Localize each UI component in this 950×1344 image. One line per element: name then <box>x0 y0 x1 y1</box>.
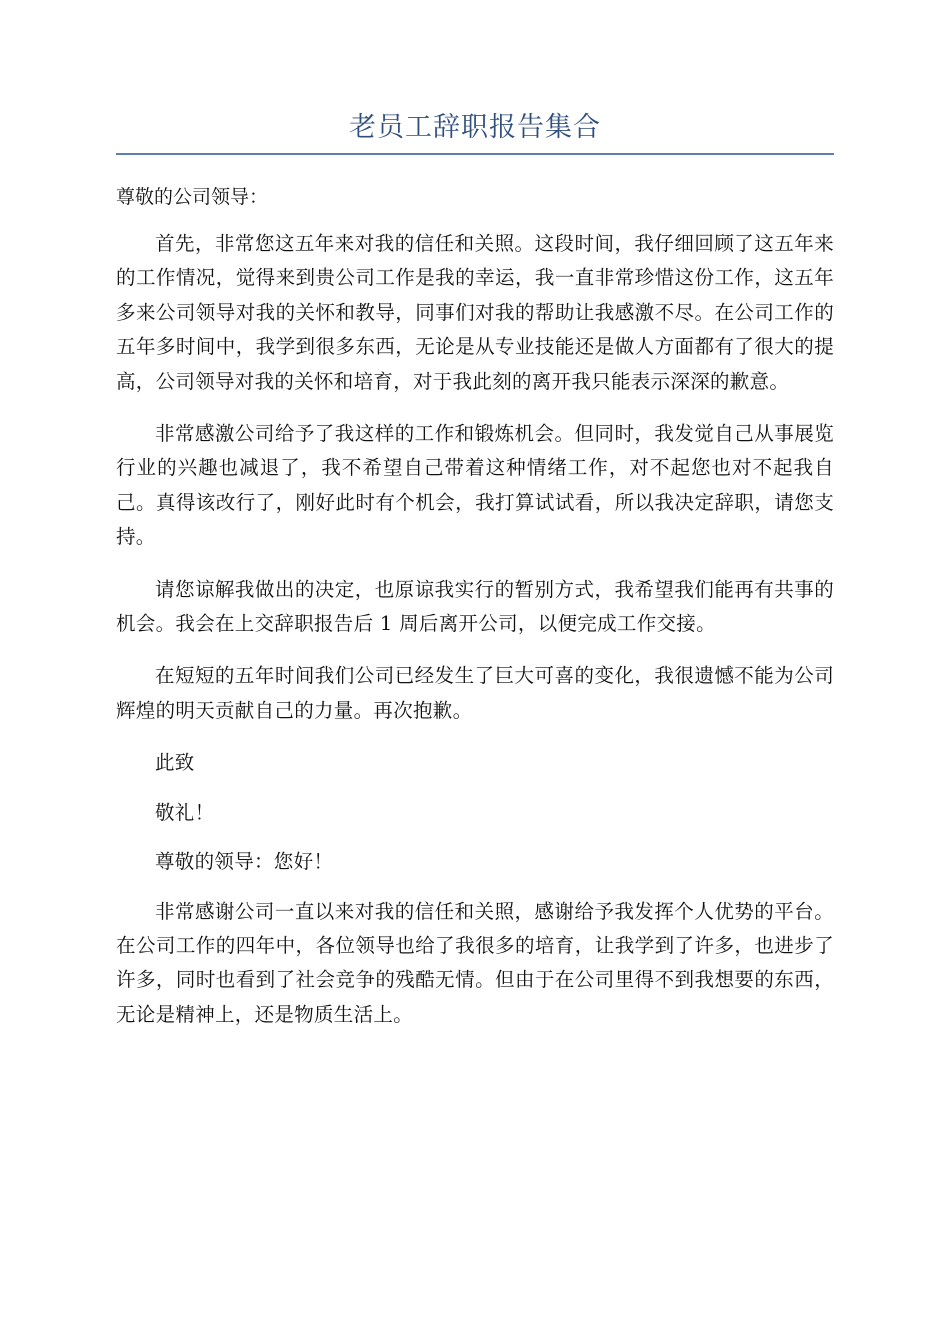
title-underline <box>116 153 834 155</box>
salutation: 尊敬的公司领导： <box>116 186 269 208</box>
paragraph-4: 在短短的五年时间我们公司已经发生了巨大可喜的变化，我很遗憾不能为公司辉煌的明天贡献自己的力量。再次抱歉。 <box>116 664 834 722</box>
closing-cizhi: 此致 <box>155 751 195 775</box>
second-salutation: 尊敬的领导：您好！ <box>155 850 334 874</box>
paragraph-2: 非常感激公司给予了我这样的工作和锻炼机会。但同时，我发觉自己从事展览行业的兴趣也减退了，我不希望自己带着这种情绪工作，对不起您也对不起我自己。真得该改行了，刚好此时有个机会，我打算试试看，所以我决定辞职，请您支持。 <box>116 422 834 549</box>
paragraph-5: 非常感谢公司一直以来对我的信任和关照，感谢给予我发挥个人优势的平台。在公司工作的四年中，各位领导也给了我很多的培育，让我学到了许多，也进步了许多，同时也看到了社会竞争的残酷无情。但由于在公司里得不到我想要的东西，无论是精神上，还是物质生活上。 <box>116 899 834 1026</box>
document-body <box>116 227 834 1050</box>
closing-jingli: 敬礼！ <box>155 800 215 824</box>
document-title: 老员工辞职报告集合 <box>349 112 601 143</box>
paragraph-1: 首先，非常您这五年来对我的信任和关照。这段时间，我仔细回顾了这五年来的工作情况，觉得来到贵公司工作是我的幸运，我一直非常珍惜这份工作，这五年多来公司领导对我的关怀和教导，同事们对我的帮助让我感激不尽。在公司工作的五年多时间中，我学到很多东西，无论是从专业技能还是做人方面都有了很大的提高，公司领导对我的关怀和培育，对于我此刻的离开我只能表示深深的歉意。 <box>116 232 834 393</box>
paragraph-3: 请您谅解我做出的决定，也原谅我实行的暂别方式，我希望我们能再有共事的机会。我会在上交辞职报告后 1 周后离开公司，以便完成工作交接。 <box>116 577 834 636</box>
